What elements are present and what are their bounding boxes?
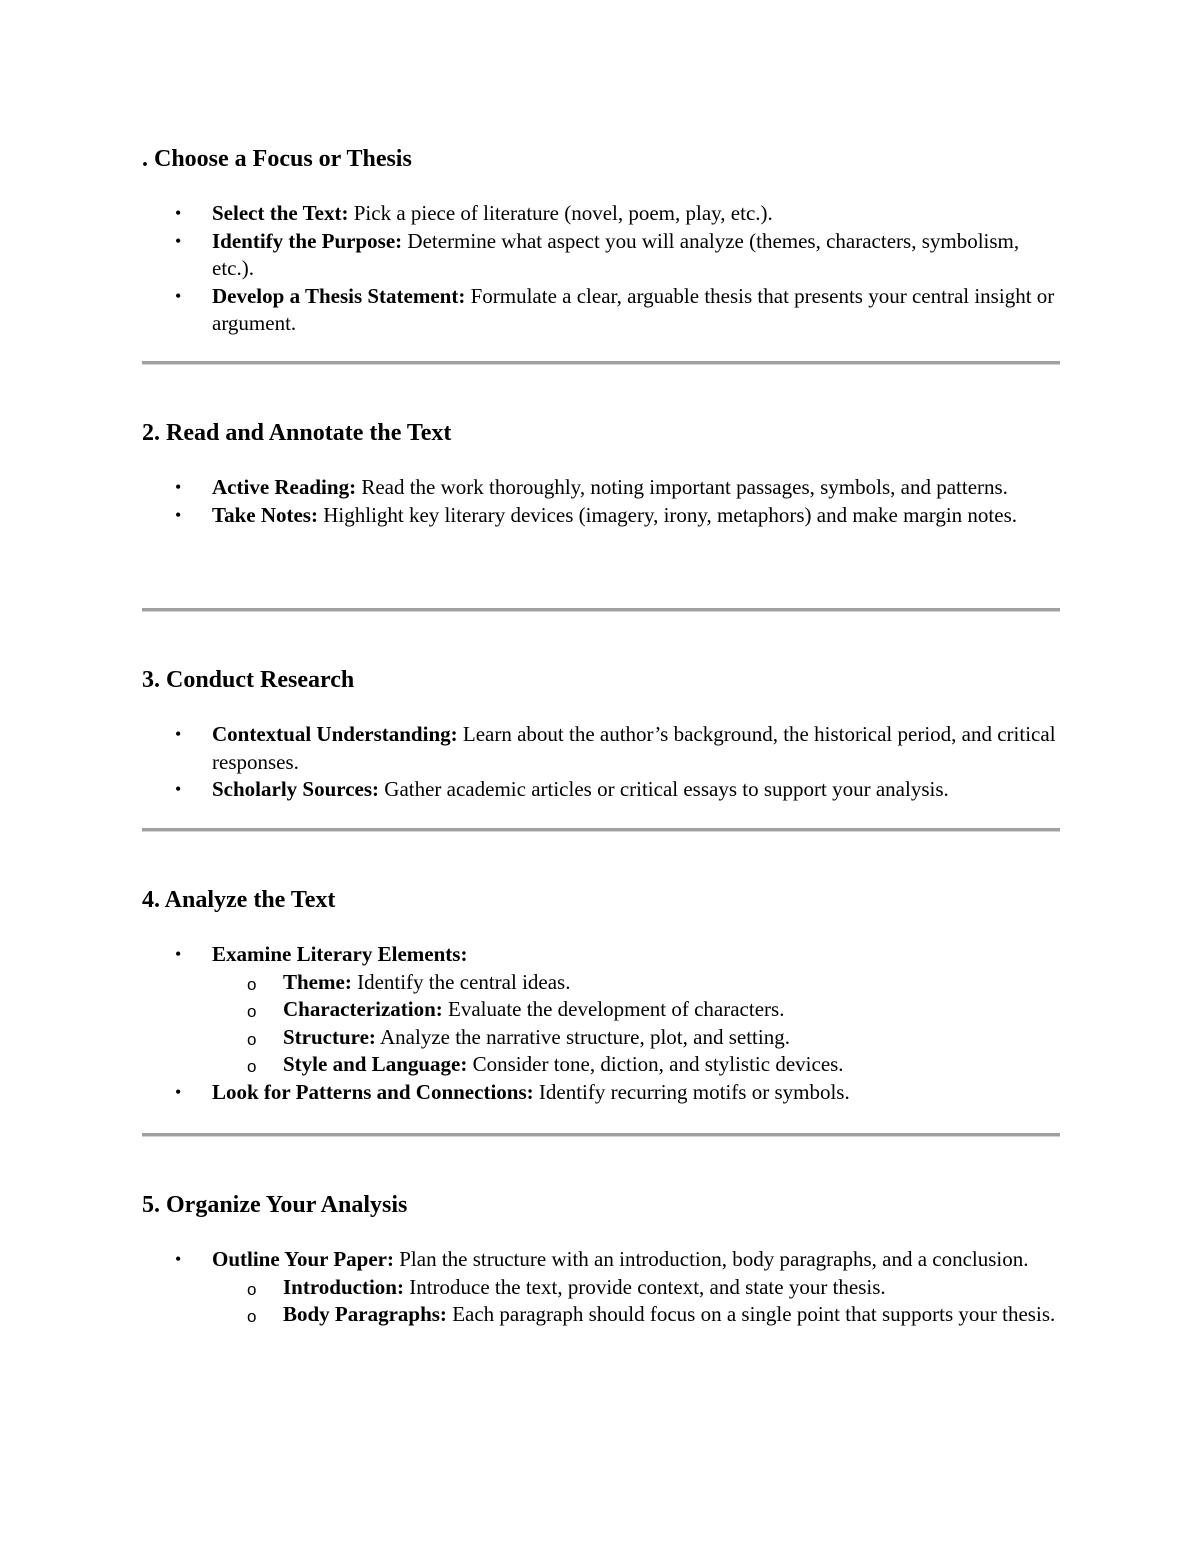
sub-list-item xyxy=(142,1301,1060,1329)
sub-list-item xyxy=(142,1274,1060,1302)
list-item xyxy=(142,228,1060,283)
list-item xyxy=(142,474,1060,502)
item-term: Look for Patterns and Connections: xyxy=(212,1079,534,1104)
item-text: Learn about the author’s background, the historical period, and critical responses. xyxy=(212,722,1056,774)
circle-bullet-icon: o xyxy=(247,1002,257,1021)
section-choose-focus xyxy=(142,145,1060,338)
bullet-list xyxy=(142,200,1060,338)
circle-bullet-icon: o xyxy=(247,1057,257,1076)
section-title: 2. Read and Annotate the Text xyxy=(142,420,452,446)
sub-item-text: Analyze the narrative structure, plot, and setting. xyxy=(375,1024,790,1049)
bullet-icon: • xyxy=(175,1081,182,1102)
sub-list xyxy=(212,969,1060,1079)
bullet-icon: • xyxy=(175,779,182,799)
sub-item-text: Each paragraph should focus on a single point that supports your thesis. xyxy=(446,1302,1056,1326)
circle-bullet-icon: o xyxy=(247,1279,257,1299)
list-item xyxy=(142,1079,1060,1107)
item-term: Examine Literary Elements: xyxy=(212,942,468,966)
sub-list-item xyxy=(142,996,1060,1024)
item-term: Outline Your Paper: xyxy=(212,1247,394,1271)
list-item xyxy=(142,1246,1060,1329)
section-organize-analysis xyxy=(142,1191,1060,1329)
bullet-list xyxy=(142,1246,1060,1329)
list-item xyxy=(142,776,1060,804)
horizontal-rule xyxy=(142,608,1060,612)
sub-item-term: Characterization: xyxy=(283,997,443,1021)
circle-bullet-icon: o xyxy=(247,974,257,994)
section-read-annotate xyxy=(142,419,1060,529)
sub-item-text: Identify the central ideas. xyxy=(351,969,571,994)
list-item xyxy=(142,721,1060,776)
section-title: . Choose a Focus or Thesis xyxy=(142,146,412,172)
sub-list xyxy=(212,1274,1060,1329)
section-conduct-research xyxy=(142,666,1060,804)
sub-item-term: Style and Language: xyxy=(283,1052,468,1076)
item-term: Develop a Thesis Statement: xyxy=(212,283,466,308)
bullet-icon: • xyxy=(175,724,182,744)
sub-item-text: Consider tone, diction, and stylistic devices. xyxy=(467,1052,844,1076)
list-item xyxy=(142,283,1060,338)
sub-item-term: Introduction: xyxy=(283,1274,404,1299)
section-title: 4. Analyze the Text xyxy=(142,887,336,913)
sub-item-term: Theme: xyxy=(283,969,352,994)
item-text: Determine what aspect you will analyze (themes, characters, symbolism, etc.). xyxy=(212,228,1020,280)
horizontal-rule xyxy=(142,1133,1060,1137)
list-item xyxy=(142,200,1060,228)
item-text: Plan the structure with an introduction, body paragraphs, and a conclusion. xyxy=(394,1247,1029,1271)
item-term: Active Reading: xyxy=(212,475,357,499)
bullet-list xyxy=(142,941,1060,1106)
horizontal-rule xyxy=(142,828,1060,832)
item-text: Highlight key literary devices (imagery, irony, metaphors) and make margin notes. xyxy=(317,502,1018,527)
item-term: Identify the Purpose: xyxy=(212,228,403,253)
sub-item-term: Structure: xyxy=(283,1024,376,1049)
item-term: Scholarly Sources: xyxy=(212,777,380,801)
horizontal-rule xyxy=(142,361,1060,365)
item-text: Pick a piece of literature (novel, poem, play, etc.). xyxy=(348,201,773,225)
section-analyze-text xyxy=(142,886,1060,1106)
bullet-icon: • xyxy=(175,477,182,497)
section-title: 5. Organize Your Analysis xyxy=(142,1192,408,1218)
circle-bullet-icon: o xyxy=(247,1029,257,1049)
bullet-icon: • xyxy=(175,203,182,223)
item-text: Gather academic articles or critical essays to support your analysis. xyxy=(379,777,949,801)
section-title: 3. Conduct Research xyxy=(142,667,355,693)
item-text: Read the work thoroughly, noting important passages, symbols, and patterns. xyxy=(356,475,1008,499)
bullet-list xyxy=(142,721,1060,804)
item-text: Formulate a clear, arguable thesis that presents your central insight or argument. xyxy=(212,283,1055,335)
bullet-icon: • xyxy=(175,285,182,306)
bullet-icon: • xyxy=(175,504,182,525)
bullet-icon: • xyxy=(175,1249,182,1269)
bullet-icon: • xyxy=(175,230,182,251)
item-term: Take Notes: xyxy=(212,502,318,527)
sub-list-item xyxy=(142,1024,1060,1052)
bullet-icon: • xyxy=(175,944,182,964)
item-term: Contextual Understanding: xyxy=(212,722,458,746)
item-text: Identify recurring motifs or symbols. xyxy=(533,1079,850,1104)
sub-list-item xyxy=(142,1051,1060,1079)
circle-bullet-icon: o xyxy=(247,1307,257,1326)
sub-item-text: Evaluate the development of characters. xyxy=(442,997,785,1021)
sub-item-text: Introduce the text, provide context, and state your thesis. xyxy=(403,1274,886,1299)
item-term: Select the Text: xyxy=(212,201,349,225)
sub-item-term: Body Paragraphs: xyxy=(283,1302,447,1326)
list-item xyxy=(142,941,1060,1079)
bullet-list xyxy=(142,474,1060,529)
sub-list-item xyxy=(142,969,1060,997)
list-item xyxy=(142,502,1060,530)
